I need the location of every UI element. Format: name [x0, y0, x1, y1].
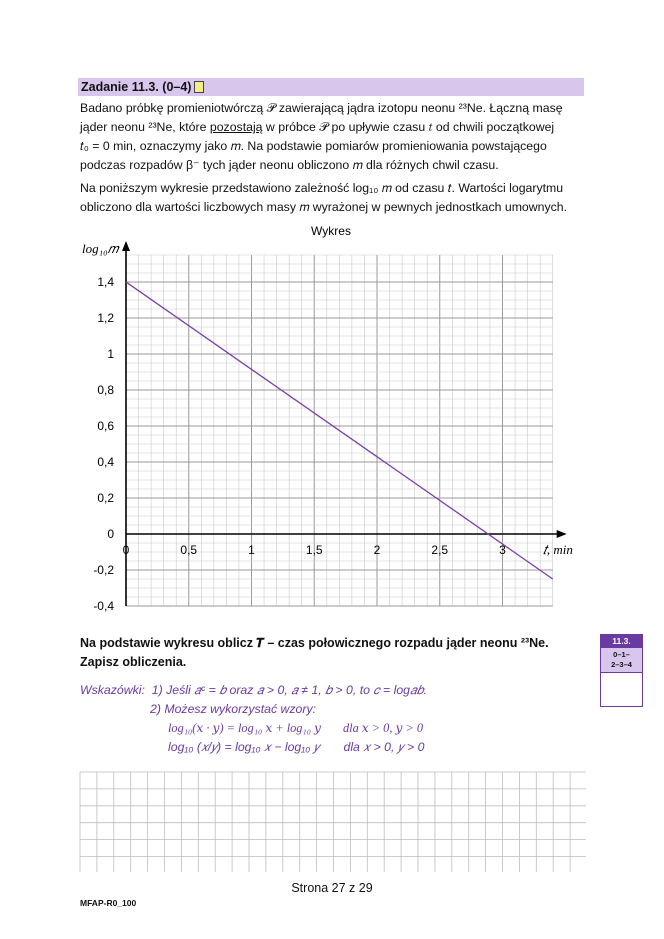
y-tick-label: 1 [107, 347, 114, 361]
score-box-title: 11.3. [601, 635, 642, 648]
notebook-icon [194, 81, 204, 93]
task-header [78, 78, 584, 96]
exam-code: MFAP-R0_100 [80, 898, 137, 908]
x-tick-label: 3 [499, 543, 506, 557]
intro-paragraph-2: Na poniższym wykresie przedstawiono zależność log₁₀ 𝑚 od czasu 𝑡. Wartości logarytmu obliczono dla wartości liczbowych masy 𝑚 wyrażonej w pewnych jednostkach umownych. [80, 181, 568, 214]
y-axis-arrow [122, 241, 130, 251]
chart-title: Wykres [311, 224, 351, 238]
x-tick-label: 2,5 [431, 543, 449, 557]
y-tick-label: 1,2 [97, 311, 114, 325]
y-tick-label: 0,8 [97, 383, 114, 397]
page-number: Strona 27 z 29 [291, 881, 373, 895]
task-instruction: Na podstawie wykresu oblicz 𝑻 – czas połowicznego rozpadu jąder neonu ²³Ne. Zapisz obliczenia. [80, 636, 549, 669]
answer-grid[interactable] [79, 771, 587, 873]
y-tick-label: 0,2 [97, 491, 114, 505]
y-tick-label: 0,4 [97, 455, 114, 469]
score-box-scores: 0–1– 2–3–4 [601, 648, 642, 672]
x-tick-label: 2 [373, 543, 381, 557]
y-tick-label: 0 [107, 527, 114, 541]
y-tick-label: -0,2 [93, 563, 114, 577]
score-box-blank [601, 672, 642, 706]
score-box [600, 634, 643, 707]
intro-paragraph-1: Badano próbkę promieniotwórczą 𝒫 zawierającą jądra izotopu neonu ²³Ne. Łączną masę jąder neonu ²³Ne, które pozostają w próbce 𝒫 po upływie czasu 𝑡 od chwili początkowej 𝑡₀ = 0 min, oznaczymy jako 𝑚. Na podstawie pomiarów promieniowania powstającego podczas rozpadów β⁻ tych jąder neonu obliczono 𝑚 dla różnych chwil czasu. [80, 101, 563, 172]
y-tick-label: 1,4 [97, 275, 114, 289]
y-tick-label: -0,4 [93, 599, 114, 613]
x-tick-label: 0,5 [180, 543, 198, 557]
log-mass-chart [0, 220, 664, 620]
task-title: Zadanie 11.3. (0–4) [81, 80, 192, 94]
x-tick-label: 1 [248, 543, 255, 557]
x-axis-label: 𝑡, min [543, 542, 573, 557]
x-tick-label: 1,5 [305, 543, 323, 557]
y-axis-label: log₁₀𝑚 [82, 241, 119, 256]
x-tick-label: 0 [122, 543, 130, 557]
hints: Wskazówki: 1) Jeśli 𝑎ᶜ = 𝑏 oraz 𝑎 > 0, 𝑎 ≠ 1, 𝑏 > 0, to 𝑐 = log𝑎𝑏. 2) Możesz wykorzystać wzory: log₁₀(𝑥 · 𝑦) = log₁₀ 𝑥 + log₁₀ 𝑦 dla 𝑥 > 0, 𝑦 > 0 log₁₀ (𝑥/𝑦) = log₁₀ 𝑥 − log₁₀ 𝑦 dla 𝑥 > 0, 𝑦 > 0 [80, 683, 427, 754]
y-tick-label: 0,6 [97, 419, 114, 433]
x-axis-arrow [557, 530, 567, 538]
